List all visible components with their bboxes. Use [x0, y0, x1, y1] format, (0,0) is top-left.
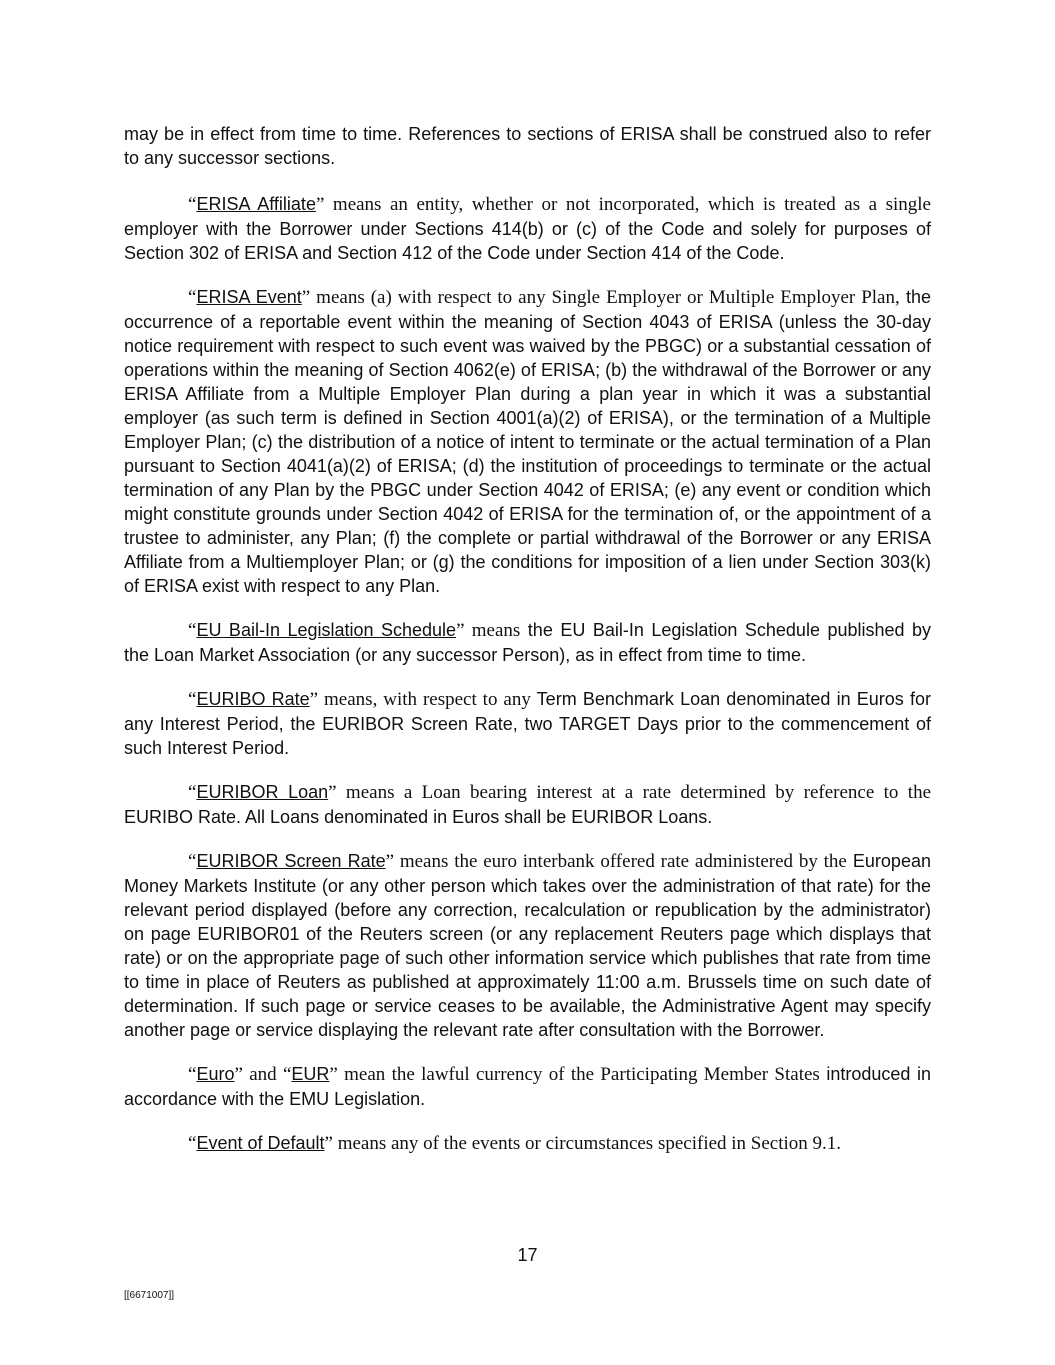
definition-erisa-event	[124, 285, 931, 598]
close-quote: ”	[328, 782, 337, 803]
document-page	[124, 122, 931, 1176]
definition-event-of-default	[124, 1131, 931, 1156]
definition-erisa-affiliate	[124, 192, 931, 265]
close-quote: ”	[385, 851, 395, 872]
definition-lead: means a Loan bearing interest at a rate determined by reference to the	[336, 782, 932, 803]
defined-term: EURIBO Rate	[196, 689, 310, 709]
close-quote: ”	[315, 194, 325, 215]
definition-lead: mean the lawful currency of the Participating Member States	[337, 1064, 820, 1085]
definition-euribo-rate	[124, 687, 931, 760]
defined-term: Event of Default	[196, 1133, 325, 1153]
definition-lead: means, with respect to any	[318, 689, 531, 710]
close-quote: ”	[324, 1133, 333, 1154]
definition-lead: means any of the events or circumstances specified in Section 9.1.	[332, 1133, 842, 1154]
open-quote: “	[188, 689, 197, 710]
open-quote: “	[188, 620, 197, 641]
defined-term: EU Bail-In Legislation Schedule	[196, 620, 457, 640]
close-quote: ”	[456, 620, 465, 641]
definition-euribor-screen-rate	[124, 849, 931, 1042]
definition-eu-bail-in-legislation-schedule	[124, 618, 931, 667]
open-quote: “	[188, 1064, 197, 1085]
close-quote: ”	[309, 689, 319, 710]
definition-lead: means	[464, 620, 521, 641]
close-quote: ”	[329, 1064, 338, 1085]
definition-body: the EU Bail-In Legislation Schedule published by the Loan Market Association (or any successor Person), as in effect from time to time.	[124, 620, 932, 665]
continuation-text: may be in effect from time to time. References to sections of ERISA shall be construed also to refer to any successor sections.	[124, 124, 931, 168]
definition-lead: means (a) with respect to any Single Employer or Multiple Employer Plan,	[310, 287, 900, 308]
definition-connector: and	[242, 1064, 283, 1085]
open-quote: “	[188, 194, 197, 215]
definition-body: introduced in accordance with the EMU Legislation.	[124, 1064, 931, 1109]
open-quote: “	[188, 1133, 197, 1154]
definition-body: the occurrence of a reportable event within the meaning of Section 4043 of ERISA (unless the 30-day notice requirement with respect to such event was waived by the PBGC) or a substantial cessation of operations within the meaning of Section 4062(e) of ERISA; (b) the withdrawal of the Borrower or any ERISA Affiliate from a Multiple Employer Plan during a plan year in which it was a substantial employer (as such term is defined in Section 4001(a)(2) of ERISA), or the termination of a Multiple Employer Plan; (c) the distribution of a notice of intent to terminate or the actual termination of a Plan pursuant to Section 4041(a)(2) of ERISA; (d) the institution of proceedings to terminate or the actual termination of any Plan by the PBGC under Section 4042 of ERISA; (e) any event or condition which might constitute grounds under Section 4042 of ERISA for the termination of, or the appointment of a trustee to administer, any Plan; (f) the complete or partial withdrawal of the Borrower or any ERISA Affiliate from a Multiemployer Plan; or (g) the conditions for imposition of a lien under Section 303(k) of ERISA exist with respect to any Plan.	[124, 287, 932, 596]
document-id: [[6671007]]	[124, 1290, 175, 1301]
defined-term: ERISA Affiliate	[196, 194, 316, 214]
definition-lead: means the euro interbank offered rate administered by the	[394, 851, 847, 872]
definition-euribor-loan	[124, 780, 931, 829]
open-quote: “	[282, 1064, 292, 1085]
defined-term-euro: Euro	[196, 1064, 235, 1084]
defined-term: ERISA Event	[196, 287, 302, 307]
defined-term-eur: EUR	[291, 1064, 330, 1084]
close-quote: ”	[234, 1064, 243, 1085]
definition-body: EURIBO Rate. All Loans denominated in Euros shall be EURIBOR Loans.	[124, 807, 713, 827]
defined-term: EURIBOR Loan	[196, 782, 329, 802]
definition-lead: means an entity, whether or not incorporated, which is treated as a single	[324, 194, 931, 215]
open-quote: “	[188, 782, 197, 803]
definition-body: European Money Markets Institute (or any other person which takes over the administration of that rate) for the relevant period displayed (before any correction, recalculation or republication by the administrator) on page EURIBOR01 of the Reuters screen (or any replacement Reuters page which displays that rate) or on the appropriate page of such other information service which publishes that rate from time to time in place of Reuters as published at approximately 11:00 a.m. Brussels time on such date of determination. If such page or service ceases to be available, the Administrative Agent may specify another page or service displaying the relevant rate after consultation with the Borrower.	[124, 851, 931, 1040]
close-quote: ”	[301, 287, 311, 308]
definition-body: Term Benchmark Loan denominated in Euros for any Interest Period, the EURIBOR Screen Rate, two TARGET Days prior to the commencement of such Interest Period.	[124, 689, 931, 758]
definition-euro	[124, 1062, 931, 1111]
definition-body: employer with the Borrower under Sections 414(b) or (c) of the Code and solely for purposes of Section 302 of ERISA and Section 412 of the Code under Section 414 of the Code.	[124, 219, 931, 263]
defined-term: EURIBOR Screen Rate	[196, 851, 386, 871]
open-quote: “	[188, 851, 197, 872]
page-number: 17	[517, 1245, 538, 1265]
open-quote: “	[188, 287, 197, 308]
continuation-paragraph	[124, 122, 931, 170]
